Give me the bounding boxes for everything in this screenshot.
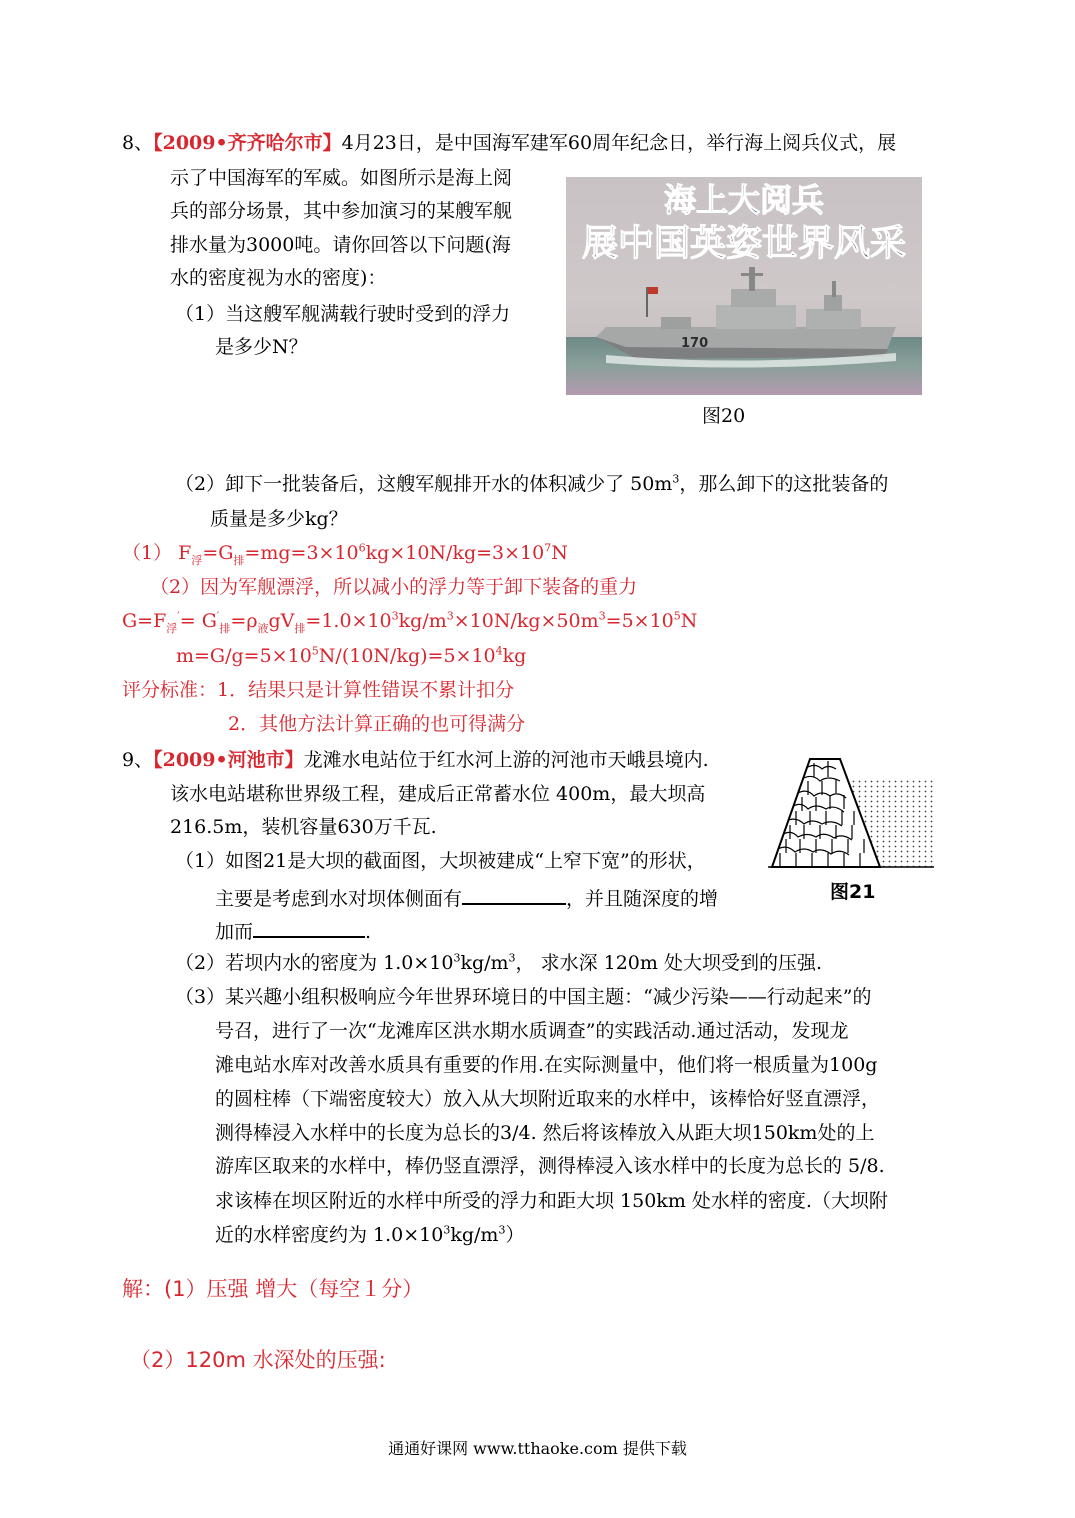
question-number: 9、	[122, 749, 154, 771]
hull-number: 170	[681, 336, 709, 351]
q9-sub3-line7: 求该棒在坝区附近的水样中所受的浮力和距大坝 150km 处水样的密度.（大坝附	[215, 1190, 888, 1212]
ans8-line3: $G=F_浮'= G'_排=\rho_液gV_排=1.0\times 10^3kg/m^3\times 10N/kg\times 50m^3=5\times 10^5N$	[122, 609, 698, 635]
q8-sub1-b: 是多少N？	[215, 336, 308, 358]
page-footer: 通通好课网 www.tthaoke.com 提供下载	[388, 1439, 687, 1458]
q8-sub2-b: 质量是多少kg？	[210, 508, 348, 530]
question-number: 8、	[122, 132, 154, 154]
q9-sub3-line3: 滩电站水库对改善水质具有重要的作用.在实际测量中，他们将一根质量为100g	[215, 1054, 878, 1076]
figure-20-caption: 图20	[702, 405, 746, 427]
q9-sub2: （2）若坝内水的密度为 $1.0\times 10^3kg/m^3$， 求水深 120m 处大坝受到的压强.	[175, 951, 822, 974]
source-tag: 【2009•河池市】	[153, 749, 304, 771]
q9-sub3-line5: 测得棒浸入水样中的长度为总长的3/4. 然后将该棒放入从距大坝150km处的上	[215, 1122, 875, 1144]
q9-sub3-line1: （3）某兴趣小组积极响应今年世界环境日的中国主题：“减少污染——行动起来”的	[175, 986, 872, 1008]
photo-title-2: 展中国英姿世界风采	[581, 223, 907, 264]
naval-parade-photo	[566, 177, 922, 395]
q8-line2: 示了中国海军的军威。如图所示是海上阅	[170, 167, 513, 189]
q9-line3: 216.5m，装机容量630万千瓦.	[170, 816, 437, 838]
q9-sub3-line4: 的圆柱棒（下端密度较大）放入从大坝附近取来的水样中，该棒恰好竖直漂浮，	[215, 1088, 881, 1110]
scoring-criteria-2: 2．其他方法计算正确的也可得满分	[228, 713, 526, 735]
ans8-line1: （1） $F_浮=G_排=mg=3\times 10^6kg\times 10N/kg=3\times 10^7N$	[122, 541, 568, 567]
answer-blank-1[interactable]	[462, 883, 566, 905]
q9-sub3-line8: 近的水样密度约为 $1.0\times 10^3kg/m^3$）	[215, 1223, 525, 1246]
q8-line4: 排水量为3000吨。请你回答以下问题(海	[170, 234, 511, 256]
scoring-criteria-1: 评分标准：1．结果只是计算性错误不累计扣分	[122, 679, 515, 701]
q8-line5: 水的密度视为水的密度)：	[170, 267, 387, 289]
photo-title-1: 海上大阅兵	[663, 181, 825, 219]
ans9-line2: （2）120m 水深处的压强:	[130, 1348, 386, 1372]
q9-sub1-a: （1）如图21是大坝的截面图，大坝被建成“上窄下宽”的形状，	[175, 850, 706, 872]
q8-line1: 8、【2009•齐齐哈尔市】4月23日，是中国海军建军60周年纪念日，举行海上阅兵仪式，展	[122, 132, 897, 154]
q9-sub1-c: 加而 .	[215, 916, 371, 944]
q8-sub1-a: （1）当这艘军舰满载行驶时受到的浮力	[175, 303, 511, 325]
q9-sub3-line2: 号召，进行了一次“龙滩库区洪水期水质调查”的实践活动.通过活动，发现龙	[215, 1020, 849, 1042]
q8-line3: 兵的部分场景，其中参加演习的某艘军舰	[170, 200, 513, 222]
q9-line1: 9、【2009•河池市】龙滩水电站位于红水河上游的河池市天峨县境内.	[122, 749, 709, 771]
dam-cross-section-figure	[768, 755, 938, 873]
ans8-line2: （2）因为军舰漂浮，所以减小的浮力等于卸下装备的重力	[150, 576, 638, 598]
q8-sub2-a: （2）卸下一批装备后，这艘军舰排开水的体积减少了 $50m^3$，那么卸下的这批装备的	[175, 472, 889, 495]
source-tag: 【2009•齐齐哈尔市】	[153, 132, 342, 154]
q9-sub1-b: 主要是考虑到水对坝体侧面有 ，并且随深度的增	[215, 883, 718, 911]
ans8-line4: $m=G/g=5\times 10^5N/(10N/kg)=5\times 10^4kg$	[176, 644, 527, 667]
figure-21-caption: 图21	[830, 881, 876, 903]
answer-blank-2[interactable]	[253, 916, 365, 938]
ans9-line1: 解：(1）压强 增大（每空１分）	[122, 1277, 424, 1301]
q9-line2: 该水电站堪称世界级工程，建成后正常蓄水位 400m，最大坝高	[170, 783, 706, 805]
q9-sub3-line6: 游库区取来的水样中，棒仍竖直漂浮，测得棒浸入该水样中的长度为总长的 5/8.	[215, 1155, 885, 1177]
